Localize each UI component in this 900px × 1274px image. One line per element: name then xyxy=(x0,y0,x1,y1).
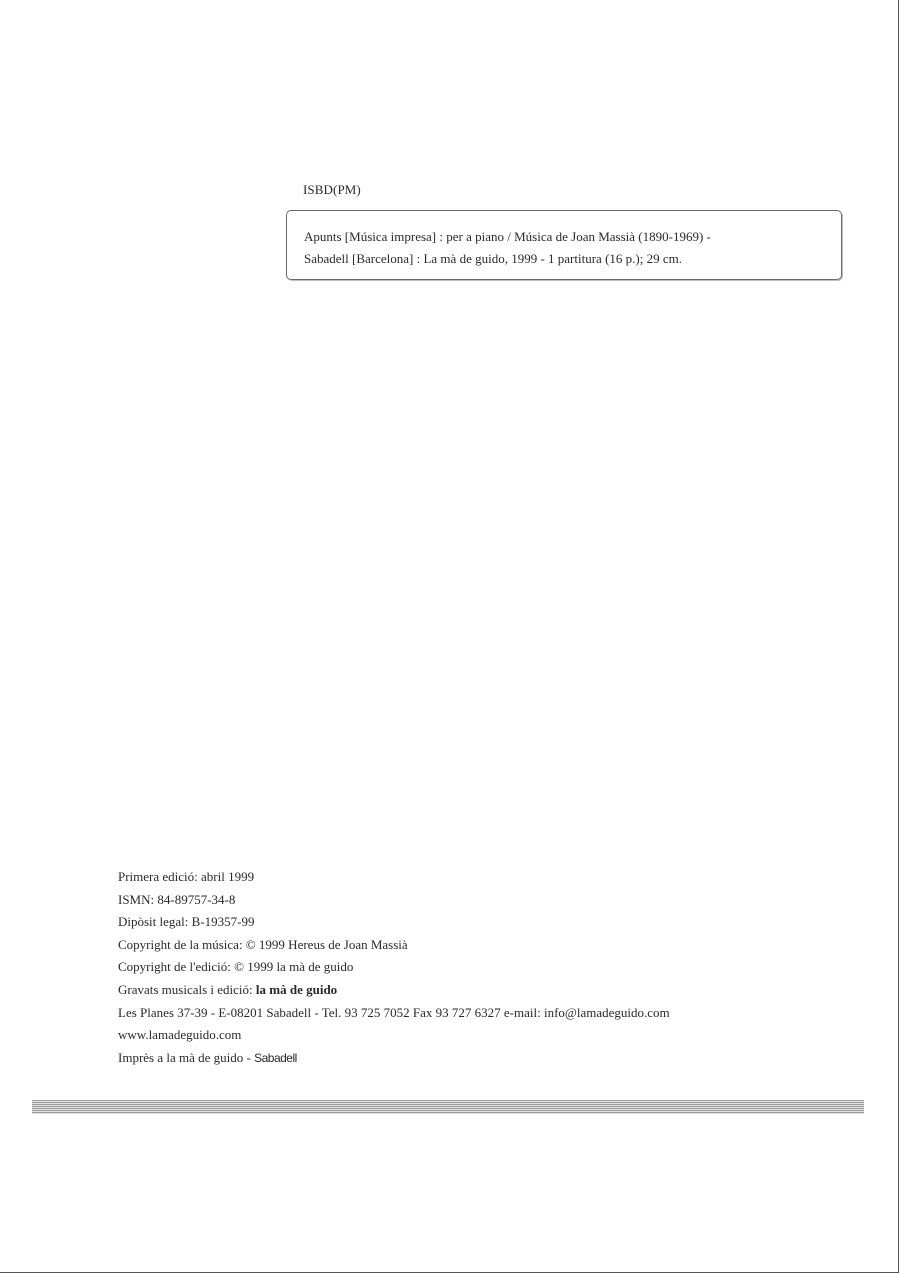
edition-copyright-line: Copyright de l'edició: © 1999 la mà de guido xyxy=(118,959,354,975)
colophon xyxy=(118,866,670,1069)
engraving-line xyxy=(118,979,670,1002)
isbd-record-box xyxy=(286,210,842,280)
printed-line xyxy=(118,1047,670,1070)
first-edition-line: Primera edició: abril 1999 xyxy=(118,869,255,884)
address-line: Les Planes 37-39 - E-08201 Sabadell - Tel. 93 725 7052 Fax 93 727 6327 e-mail: info@lamadeguido.com xyxy=(118,1004,670,1020)
engraving-prefix: Gravats musicals i edició: xyxy=(118,981,256,997)
music-copyright-line: Copyright de la música: © 1999 Hereus de Joan Massià xyxy=(118,936,408,952)
printed-prefix: Imprès a la mà de guido - xyxy=(118,1049,255,1065)
isbd-record-line-1: Apunts [Música impresa] : per a piano / Música de Joan Massià (1890-1969) - xyxy=(304,229,711,244)
isbd-label: ISBD(PM) xyxy=(303,182,361,197)
ismn-line: ISMN: 84-89757-34-8 xyxy=(118,891,236,907)
publisher-name: la mà de guido xyxy=(255,981,338,997)
printed-city: Sabadell xyxy=(254,1050,297,1065)
isbd-record-line-2: Sabadell [Barcelona] : La mà de guido, 1999 - 1 partitura (16 p.); 29 cm. xyxy=(304,251,682,266)
website-line: www.lamadeguido.com xyxy=(118,1027,242,1043)
legal-deposit-line: Dipòsit legal: B-19357-99 xyxy=(118,914,255,930)
footer-rule-divider xyxy=(32,1100,864,1114)
